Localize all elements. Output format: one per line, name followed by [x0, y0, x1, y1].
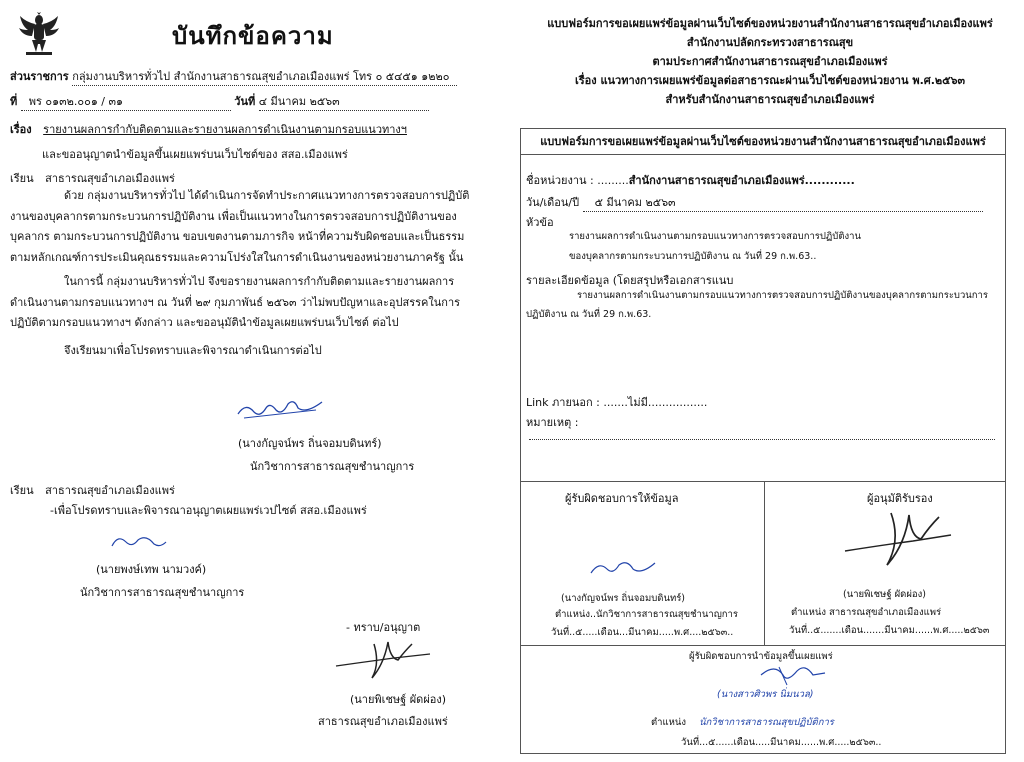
resp-title: ผู้รับผิดชอบการให้ข้อมูล	[565, 492, 679, 505]
to-value: สาธารณสุขอำเภอเมืองแพร่	[45, 172, 175, 185]
form-head-line-2: สำนักงานปลัดกระทรวงสาธารณสุข	[686, 36, 854, 49]
subject-label: เรื่อง	[10, 123, 32, 136]
resp-position: ตำแหน่ง..นักวิชาการสาธารณสุขชำนาญการ	[555, 609, 738, 620]
to-line	[10, 169, 175, 187]
ref-value: พร ๐๑๓๒.๐๐๑ / ๓๑	[21, 92, 231, 111]
ref-label: ที่	[10, 95, 18, 108]
topic-line-2: ของบุคลากรตามกระบวนการปฏิบัติงาน ณ วันที่ 29 ก.พ.63..	[569, 251, 817, 262]
to2-label: เรียน	[10, 484, 34, 497]
signer-3-title: สาธารณสุขอำเภอเมืองแพร่	[318, 715, 448, 728]
paragraph-3: จึงเรียนมาเพื่อโปรดทราบและพิจารณาดำเนินการต่อไป	[64, 344, 322, 357]
pub-date: วันที่...๕......เดือน.....มีนาคม......พ.ศ.....๒๕๖๓..	[681, 737, 882, 748]
form-head-line-4: เรื่อง แนวทางการเผยแพร่ข้อมูลต่อสาธารณะผ่านเว็บไซต์ของหน่วยงาน พ.ศ.๒๕๖๓	[574, 74, 966, 87]
form-date-line	[526, 193, 983, 212]
unit-label: ชื่อหน่วยงาน : .........	[526, 174, 629, 187]
agency-label: ส่วนราชการ	[10, 70, 69, 83]
memo-title: บันทึกข้อความ	[172, 22, 334, 50]
remark-label: หมายเหตุ :	[526, 416, 579, 429]
form-header	[520, 14, 1020, 109]
form-date-label: วัน/เดือน/ปี	[526, 196, 580, 209]
to2-value: สาธารณสุขอำเภอเมืองแพร่	[45, 484, 175, 497]
unit-value: สำนักงานสาธารณสุขอำเภอเมืองแพร่............	[628, 174, 855, 187]
memo	[0, 0, 480, 762]
appr-position: ตำแหน่ง สาธารณสุขอำเภอเมืองแพร่	[791, 607, 942, 618]
pub-title: ผู้รับผิดชอบการนำข้อมูลขึ้นเผยแพร่	[689, 651, 833, 662]
pub-position-label: ตำแหน่ง	[651, 717, 687, 728]
to2-line	[10, 481, 175, 499]
topic-line-1: รายงานผลการดำเนินงานตามกรอบแนวทางการตรวจสอบการปฏิบัติงาน	[569, 231, 861, 242]
appr-title: ผู้อนุมัติรับรอง	[867, 492, 933, 505]
ref-line	[10, 92, 429, 111]
form-divider-1	[521, 481, 1005, 482]
detail-label: รายละเอียดข้อมูล (โดยสรุปหรือเอกสารแนบ	[526, 274, 734, 287]
appr-name: (นายพิเชษฐ์ ผัดผ่อง)	[843, 589, 926, 600]
agency-line	[10, 67, 457, 86]
form-box-title: แบบฟอร์มการขอเผยแพร่ข้อมูลผ่านเว็บไซต์ของหน่วยงานสำนักงานสาธารณสุขอำเภอเมืองแพร่	[521, 129, 1005, 155]
detail-line-1: รายงานผลการดำเนินงานตามกรอบแนวทางการตรวจสอบการปฏิบัติงานของบุคลากรตามกระบวนการ	[577, 290, 988, 301]
signer-2-name: (นายพงษ์เทพ นามวงค์)	[96, 563, 207, 576]
signer-1-name: (นางกัญจน์พร ถิ่นจอมบดินทร์)	[238, 437, 382, 450]
link-label: Link ภายนอก : .......	[526, 396, 628, 409]
form-head-line-5: สำหรับสำนักงานสาธารณสุขอำเภอเมืองแพร่	[665, 93, 875, 106]
subject-value: รายงานผลการกำกับติดตามและรายงานผลการดำเนินงานตามกรอบแนวทางฯ	[43, 123, 407, 136]
link-line	[526, 393, 707, 411]
garuda-emblem-icon	[18, 12, 60, 56]
unit-line	[526, 171, 855, 189]
appr-date: วันที่..๕.......เดือน.......มีนาคม......พ.ศ.....๒๕๖๓	[789, 625, 990, 636]
approve-note: - ทราบ/อนุญาต	[346, 621, 421, 634]
paragraph-1: ด้วย กลุ่มงานบริหารทั่วไป ได้ดำเนินการจัดทำประกาศแนวทางการตรวจสอบการปฏิบัติงานของบุคลากรตามกระบวนการปฏิบัติงาน เพื่อเป็นแนวทางในการตรวจสอบการปฏิบัติงานของบุคลากร ตามกระบวนการปฏิบัติงาน ขอบเขตงานตามภารกิจ หน้าที่ความรับผิดชอบและเป็นธรรม ตามหลักเกณฑ์การประเมินคุณธรรมและความโปร่งใสในการดำเนินงานของหน่วยงานภาครัฐ นั้น	[10, 189, 470, 264]
form-date-value: ๕ มีนาคม ๒๕๖๓	[583, 193, 983, 212]
paragraph-2: ในการนี้ กลุ่มงานบริหารทั่วไป จึงขอรายงานผลการกำกับติดตามและรายงานผลการดำเนินงานตามกรอบแนวทางฯ ณ วันที่ ๒๙ กุมภาพันธ์ ๒๕๖๓ ว่าไม่พบปัญหาและอุปสรรคในการปฏิบัติตามกรอบแนวทางฯ ดังกล่าว และขออนุมัตินำข้อมูลเผยแพร่บนเว็บไซต์ ต่อไป	[10, 275, 461, 329]
pub-position-line	[651, 715, 834, 730]
resp-date: วันที่..๕.....เดือน...มีนาคม.....พ.ศ....๒๕๖๓..	[551, 627, 734, 638]
form-head-line-3: ตามประกาศสำนักงานสาธารณสุขอำเภอเมืองแพร่	[652, 55, 888, 68]
form-box	[520, 128, 1006, 754]
signature-1-icon	[236, 394, 326, 424]
signer-3-name: (นายพิเชษฐ์ ผัดผ่อง)	[350, 693, 447, 706]
resp-signature-icon	[589, 555, 659, 579]
detail-line-2: ปฏิบัติงาน ณ วันที่ 29 ก.พ.63.	[526, 309, 652, 320]
agency-value: กลุ่มงานบริหารทั่วไป สำนักงานสาธารณสุขอำเภอเมืองแพร่ โทร ๐ ๕๔๕๑ ๑๒๒๐	[72, 67, 457, 86]
signature-2-icon	[108, 532, 168, 554]
form-vertical-divider	[764, 481, 765, 645]
resp-name: (นางกัญจน์พร ถิ่นจอมบดินทร์)	[561, 593, 686, 604]
subject-continuation: และขออนุญาตนำข้อมูลขึ้นเผยแพร่บนเว็บไซต์ของ สสอ.เมืองแพร่	[42, 148, 348, 161]
signer-1-title: นักวิชาการสาธารณสุขชำนาญการ	[250, 460, 415, 473]
to2-note: -เพื่อโปรดทราบและพิจารณาอนุญาตเผยแพร่เวปไซต์ สสอ.เมืองแพร่	[50, 504, 367, 517]
remark-dotted-line	[529, 439, 995, 440]
pub-position: นักวิชาการสาธารณสุขปฏิบัติการ	[699, 717, 834, 728]
date-value: ๔ มีนาคม ๒๕๖๓	[259, 92, 429, 111]
link-value: ไม่มี.................	[627, 396, 708, 409]
form-head-line-1: แบบฟอร์มการขอเผยแพร่ข้อมูลผ่านเว็บไซต์ของหน่วยงานสำนักงานสาธารณสุขอำเภอเมืองแพร่	[547, 17, 993, 30]
appr-signature-icon	[843, 505, 953, 569]
signature-3-icon	[334, 634, 434, 684]
to-label: เรียน	[10, 172, 34, 185]
topic-label: หัวข้อ	[526, 216, 554, 229]
subject-line	[10, 120, 407, 138]
pub-signature-icon	[757, 661, 827, 687]
signer-2-title: นักวิชาการสาธารณสุขชำนาญการ	[80, 586, 245, 599]
pub-name: (นางสาวศิวพร นิ่มนวล)	[717, 689, 814, 700]
form-divider-2	[521, 645, 1005, 646]
date-label: วันที่	[234, 95, 256, 108]
